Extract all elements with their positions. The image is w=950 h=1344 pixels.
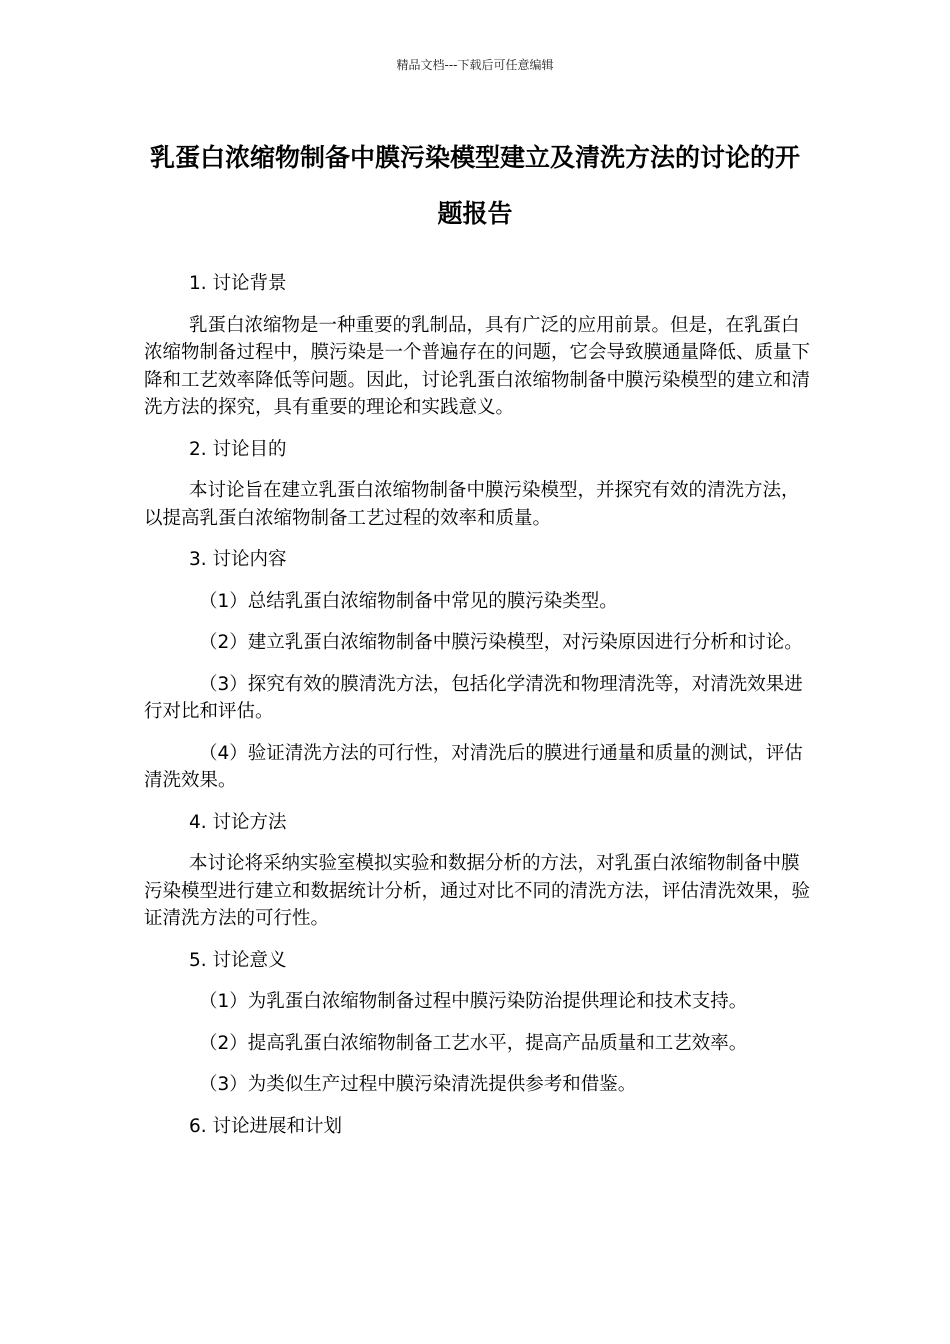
list-item: （2）提高乳蛋白浓缩物制备工艺水平，提高产品质量和工艺效率。 [199,1032,748,1054]
header-note: 精品文档---下载后可任意编辑 [396,58,554,72]
section-paragraph-purpose: 本讨论旨在建立乳蛋白浓缩物制备中膜污染模型，并探究有效的清洗方法，以提高乳蛋白浓缩物制备工艺过程的效率和质量。 [144,480,800,529]
list-item: （2）建立乳蛋白浓缩物制备中膜污染模型，对污染原因进行分析和讨论。 [199,632,803,653]
document-body [144,270,816,1154]
list-item: （4）验证清洗方法的可行性，对清洗后的膜进行通量和质量的测试，评估清洗效果。 [144,742,803,791]
section-paragraph-method: 本讨论将采纳实验室模拟实验和数据分析的方法，对乳蛋白浓缩物制备中膜污染模型进行建立和数据统计分析，通过对比不同的清洗方法，评估清洗效果，验证清洗方法的可行性。 [144,853,811,929]
page-title: 乳蛋白浓缩物制备中膜污染模型建立及清洗方法的讨论的开题报告 [149,143,800,228]
section-heading-progress: 6. 讨论进展和计划 [189,1115,343,1137]
list-item: （1）为乳蛋白浓缩物制备过程中膜污染防治提供理论和技术支持。 [199,991,748,1012]
section-heading-purpose: 2. 讨论目的 [189,438,287,460]
section-heading-background: 1. 讨论背景 [189,273,287,294]
list-item: （3）为类似生产过程中膜污染清洗提供参考和借鉴。 [199,1074,637,1095]
list-item: （1）总结乳蛋白浓缩物制备中常见的膜污染类型。 [199,590,618,612]
section-heading-method: 4. 讨论方法 [189,811,287,833]
list-item: （3）探究有效的膜清洗方法，包括化学清洗和物理清洗等，对清洗效果进行对比和评估。 [144,673,803,722]
section-heading-significance: 5. 讨论意义 [189,949,287,971]
section-heading-content: 3. 讨论内容 [189,549,287,570]
section-paragraph-background: 乳蛋白浓缩物是一种重要的乳制品，具有广泛的应用前景。但是，在乳蛋白浓缩物制备过程中，膜污染是一个普遍存在的问题，它会导致膜通量降低、质量下降和工艺效率降低等问题。因此，讨论乳蛋白浓缩物制备中膜污染模型的建立和清洗方法的探究，具有重要的理论和实践意义。 [144,314,811,418]
